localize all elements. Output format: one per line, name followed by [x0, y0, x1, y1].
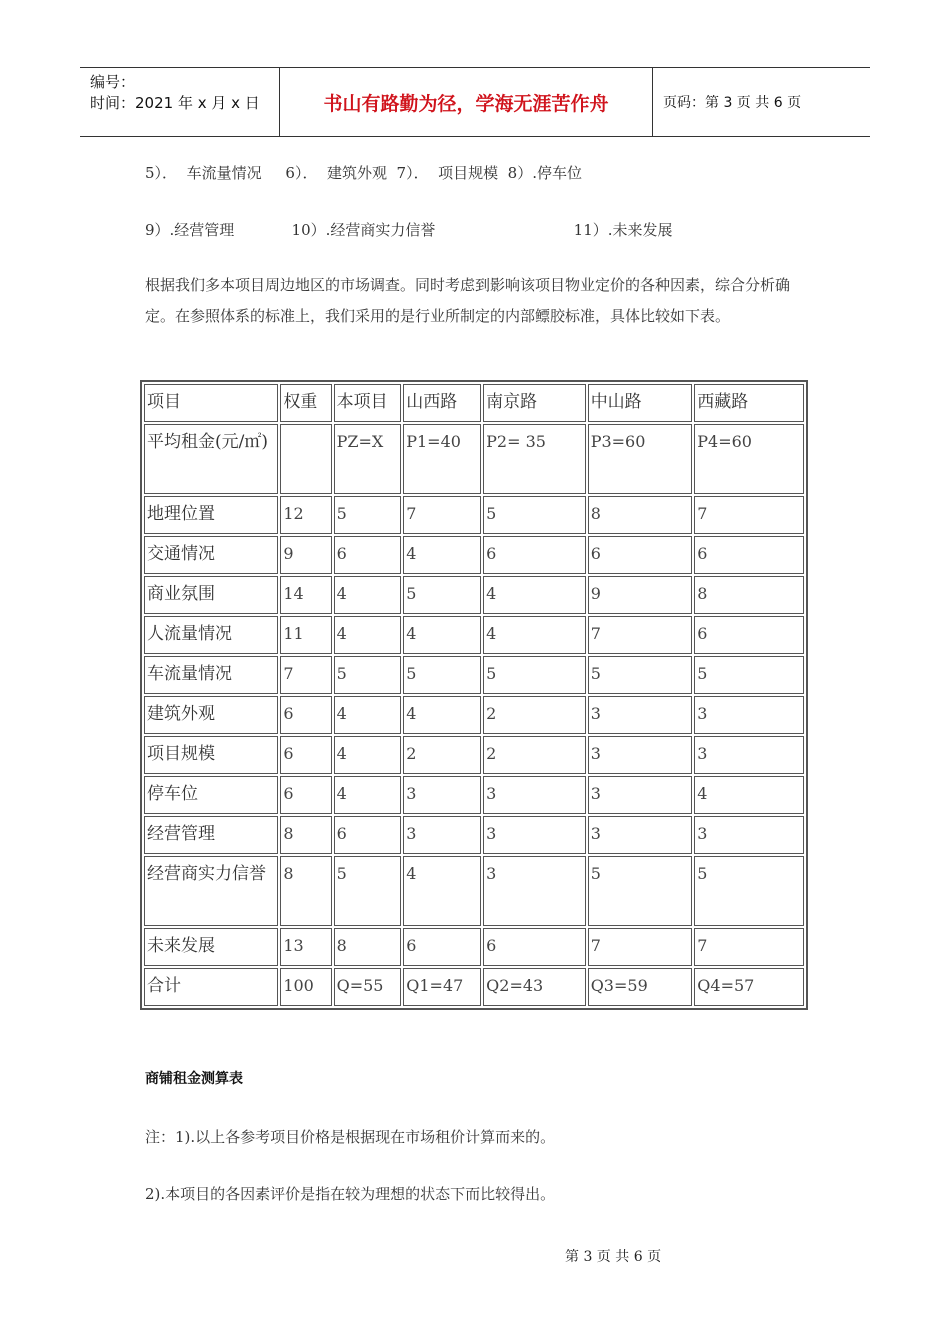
- table-cell: 4: [334, 576, 402, 614]
- table-row: [144, 696, 804, 734]
- table-row: [144, 424, 804, 494]
- table-cell: 6: [588, 536, 693, 574]
- table-cell: 6: [403, 928, 481, 966]
- table-cell: 4: [403, 696, 481, 734]
- table-cell: 2: [403, 736, 481, 774]
- table-cell: 2: [483, 696, 586, 734]
- table-cell: 4: [334, 736, 402, 774]
- table-row: [144, 616, 804, 654]
- table-cell: 6: [280, 736, 331, 774]
- table-cell: 5: [588, 856, 693, 926]
- table-row: [144, 856, 804, 926]
- table-cell: 5: [483, 496, 586, 534]
- table-cell: 4: [483, 576, 586, 614]
- table-row: [144, 736, 804, 774]
- table-row: [144, 536, 804, 574]
- table-cell: 4: [334, 616, 402, 654]
- table-cell: 3: [483, 776, 586, 814]
- table-cell: 3: [588, 696, 693, 734]
- table-row: [144, 968, 804, 1006]
- table-cell: 100: [280, 968, 331, 1006]
- header-motto: 书山有路勤为径，学海无涯苦作舟: [280, 68, 653, 136]
- table-cell: P3=60: [588, 424, 693, 494]
- table-title: 商铺租金测算表: [145, 1071, 243, 1087]
- table-row-label: 停车位: [144, 776, 278, 814]
- table-row-label: 交通情况: [144, 536, 278, 574]
- table-row: [144, 656, 804, 694]
- table-cell: 4: [334, 696, 402, 734]
- table-row-label: 车流量情况: [144, 656, 278, 694]
- table-cell: 3: [694, 696, 804, 734]
- table-cell: 8: [694, 576, 804, 614]
- table-row: [144, 928, 804, 966]
- table-header-cell: 西藏路: [694, 384, 804, 422]
- table-header-cell: 山西路: [403, 384, 481, 422]
- table-cell: P1=40: [403, 424, 481, 494]
- table-cell: 3: [483, 816, 586, 854]
- note-1: 注：1).以上各参考项目价格是根据现在市场租价计算而来的。: [145, 1128, 556, 1146]
- table-cell: 4: [403, 856, 481, 926]
- table-row-label: 未来发展: [144, 928, 278, 966]
- table-cell: 5: [483, 656, 586, 694]
- table-row-label: 商业氛围: [144, 576, 278, 614]
- table-cell: 5: [334, 856, 402, 926]
- table-cell: 6: [483, 928, 586, 966]
- table-cell: 6: [334, 536, 402, 574]
- table-cell: 3: [694, 816, 804, 854]
- table-cell: 7: [588, 928, 693, 966]
- table-cell: 13: [280, 928, 331, 966]
- table-cell: 7: [694, 496, 804, 534]
- header-time-label: 时间：2021 年 x 月 x 日: [90, 94, 260, 112]
- table-cell: P2= 35: [483, 424, 586, 494]
- table-cell: 7: [694, 928, 804, 966]
- table-cell: 3: [588, 816, 693, 854]
- table-cell: 3: [588, 736, 693, 774]
- header-page-info: 页码：第 3 页 共 6 页: [663, 95, 802, 111]
- page-header: [80, 67, 870, 137]
- table-cell: 8: [280, 816, 331, 854]
- table-cell: PZ=X: [334, 424, 402, 494]
- items-line-1: 5）． 车流量情况 6）． 建筑外观 7）． 项目规模 8）.停车位: [145, 164, 582, 182]
- table-cell: 5: [403, 576, 481, 614]
- table-cell: 6: [280, 776, 331, 814]
- table-header-cell: 权重: [280, 384, 331, 422]
- table-cell: 4: [403, 536, 481, 574]
- table-header-cell: 中山路: [588, 384, 693, 422]
- table-cell: Q=55: [334, 968, 402, 1006]
- table-cell: 4: [483, 616, 586, 654]
- table-cell: 8: [334, 928, 402, 966]
- note-2: 2).本项目的各因素评价是指在较为理想的状态下而比较得出。: [145, 1185, 556, 1203]
- table-cell: 3: [403, 776, 481, 814]
- table-cell: Q3=59: [588, 968, 693, 1006]
- table-cell: 7: [588, 616, 693, 654]
- table-row: [144, 776, 804, 814]
- table-row: [144, 816, 804, 854]
- table-cell: 6: [280, 696, 331, 734]
- table-header-row: [144, 384, 804, 422]
- table-row-label: 人流量情况: [144, 616, 278, 654]
- table-header-cell: 本项目: [334, 384, 402, 422]
- table-cell: 9: [280, 536, 331, 574]
- table-cell: 3: [694, 736, 804, 774]
- table-cell: 3: [403, 816, 481, 854]
- table-cell: 4: [403, 616, 481, 654]
- table-cell: 4: [334, 776, 402, 814]
- table-cell: 2: [483, 736, 586, 774]
- table-cell: 5: [588, 656, 693, 694]
- table-row-label: 合计: [144, 968, 278, 1006]
- table-cell: 6: [694, 536, 804, 574]
- table-row: [144, 576, 804, 614]
- table-cell: 6: [694, 616, 804, 654]
- table-cell: 6: [483, 536, 586, 574]
- table-cell: 5: [334, 496, 402, 534]
- table-cell: 11: [280, 616, 331, 654]
- table-cell: [280, 424, 331, 494]
- table-cell: 5: [334, 656, 402, 694]
- table-cell: 5: [694, 656, 804, 694]
- rent-comparison-table: [140, 380, 808, 1010]
- table-cell: 6: [334, 816, 402, 854]
- table-row-label: 经营管理: [144, 816, 278, 854]
- table-header-cell: 南京路: [483, 384, 586, 422]
- table-cell: Q4=57: [694, 968, 804, 1006]
- table-row-label: 项目规模: [144, 736, 278, 774]
- table-row: [144, 496, 804, 534]
- table-cell: 7: [403, 496, 481, 534]
- table-cell: Q1=47: [403, 968, 481, 1006]
- table-cell: 5: [403, 656, 481, 694]
- table-cell: 3: [588, 776, 693, 814]
- table-cell: 12: [280, 496, 331, 534]
- table-row-label: 建筑外观: [144, 696, 278, 734]
- intro-paragraph: 根据我们多本项目周边地区的市场调查。同时考虑到影响该项目物业定价的各种因素，综合分析确定。在参照体系的标准上，我们采用的是行业所制定的内部鳔胶标准，具体比较如下表。: [145, 276, 791, 325]
- table-cell: 7: [280, 656, 331, 694]
- table-cell: 9: [588, 576, 693, 614]
- header-number-label: 编号：: [90, 73, 136, 91]
- table-cell: 4: [694, 776, 804, 814]
- table-row-label: 经营商实力信誉: [144, 856, 278, 926]
- table-cell: P4=60: [694, 424, 804, 494]
- table-cell: 5: [694, 856, 804, 926]
- items-line-2: 9）.经营管理 10）.经营商实力信誉 11）.未来发展: [145, 221, 673, 239]
- table-cell: 3: [483, 856, 586, 926]
- table-cell: 14: [280, 576, 331, 614]
- table-row-label: 地理位置: [144, 496, 278, 534]
- table-header-cell: 项目: [144, 384, 278, 422]
- header-meta: [80, 68, 280, 136]
- table-cell: Q2=43: [483, 968, 586, 1006]
- table-cell: 8: [280, 856, 331, 926]
- page-footer: 第 3 页 共 6 页: [565, 1249, 662, 1265]
- table-cell: 8: [588, 496, 693, 534]
- table-row-label: 平均租金(元/㎡): [144, 424, 278, 494]
